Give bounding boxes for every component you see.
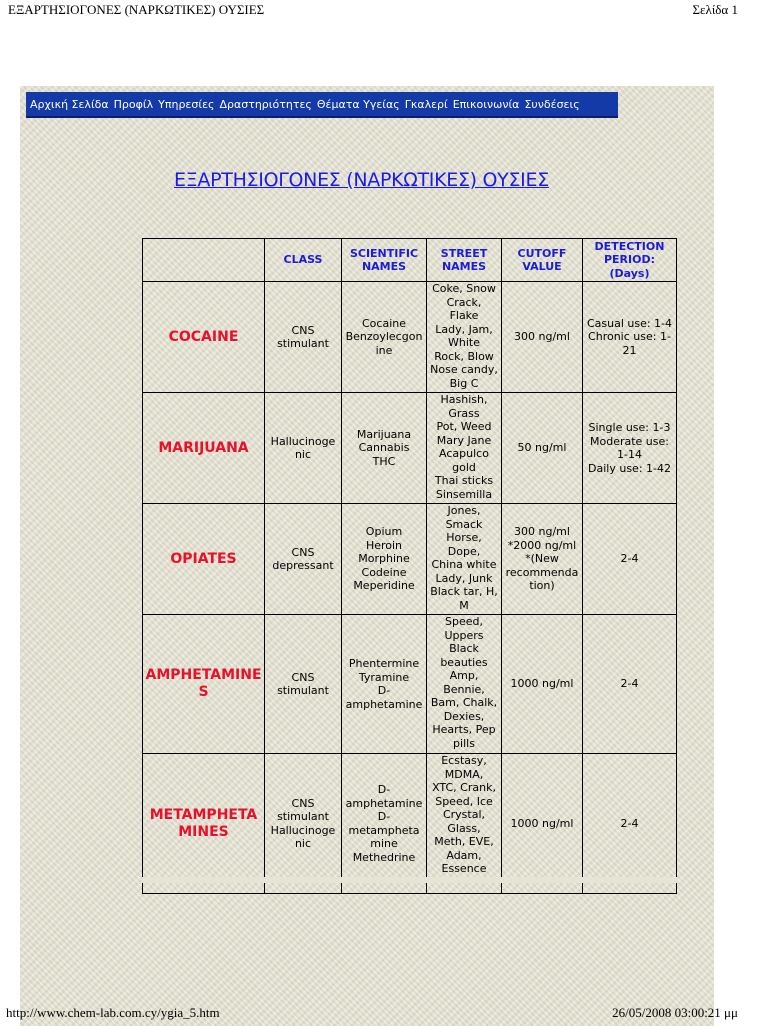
nav-item-health-topics[interactable]: Θέματα Υγείας [316,97,400,111]
table-row [143,754,677,894]
drug-name-cell: METAMPHETA MINES [143,754,265,894]
nav-item-contact[interactable]: Επικοινωνία [452,97,520,111]
detection-period-cell: Casual use: 1-4 Chronic use: 1- 21 [583,282,677,393]
class-cell: Hallucinoge nic [265,393,342,504]
table-row [143,393,677,504]
scientific-names-cell: Opium Heroin Morphine Codeine Meperidine [342,504,427,615]
class-cell: CNS depressant [265,504,342,615]
drug-name-cell: COCAINE [143,282,265,393]
street-names-cell: Speed, Uppers Black beauties Amp, Bennie, Bam, Chalk, Dexies, Hearts, Pep pills [427,615,502,754]
class-cell: CNS stimulant [265,282,342,393]
nav-item-gallery[interactable]: Γκαλερί [404,97,448,111]
scientific-names-cell: Phentermine Tyramine D- amphetamine [342,615,427,754]
scientific-names-cell: D- amphetamine D- metampheta mine Methedrine [342,754,427,894]
scientific-names-cell: Cocaine Benzoylecgon ine [342,282,427,393]
cutoff-value-cell: 300 ng/ml *2000 ng/ml *(New recommenda tion) [502,504,583,615]
print-header-page-number: Σελίδα 1 [692,2,738,17]
detection-period-cell: Single use: 1-3 Moderate use: 1-14 Daily use: 1-42 [583,393,677,504]
table-row [143,615,677,754]
class-cell: CNS stimulant Hallucinoge nic [265,754,342,894]
table-header-row [143,239,677,282]
header-cell-cutoff-value: CUTOFF VALUE [502,239,583,282]
nav-item-profile[interactable]: Προφίλ [113,97,154,111]
nav-item-links[interactable]: Συνδέσεις [524,97,580,111]
street-names-cell: Hashish, Grass Pot, Weed Mary Jane Acapulco gold Thai sticks Sinsemilla [427,393,502,504]
street-names-cell: Ecstasy, MDMA, XTC, Crank, Speed, Ice Crystal, Glass, Meth, EVE, Adam, Essence [427,754,502,894]
header-cell-class: CLASS [265,239,342,282]
print-footer [0,1004,768,1024]
header-cell-street-names: STREET NAMES [427,239,502,282]
drug-name-cell: MARIJUANA [143,393,265,504]
table-row [143,504,677,615]
cutoff-value-cell: 50 ng/ml [502,393,583,504]
print-footer-timestamp: 26/05/2008 03:00:21 μμ [612,1005,738,1020]
nav-item-home[interactable]: Αρχική Σελίδα [30,97,109,111]
header-cell-scientific-names: SCIENTIFIC NAMES [342,239,427,282]
print-header-title: ΕΞΑΡΤΗΣΙΟΓΟΝΕΣ (ΝΑΡΚΩΤΙΚΕΣ) ΟΥΣΙΕΣ [8,2,265,17]
header-cell-detection-period: DETECTION PERIOD: (Days) [583,239,677,282]
scientific-names-cell: Marijuana Cannabis THC [342,393,427,504]
street-names-cell: Coke, Snow Crack, Flake Lady, Jam, White Rock, Blow Nose candy, Big C [427,282,502,393]
drug-name-cell: AMPHETAMINE S [143,615,265,754]
nav-item-services[interactable]: Υπηρεσίες [158,97,215,111]
cutoff-value-cell: 1000 ng/ml [502,615,583,754]
detection-period-cell: 2-4 [583,754,677,894]
drugs-table [142,238,677,894]
detection-period-cell: 2-4 [583,504,677,615]
nav-item-activities[interactable]: Δραστηριότητες [219,97,312,111]
cutoff-value-cell: 300 ng/ml [502,282,583,393]
drug-name-cell: OPIATES [143,504,265,615]
table-page-cut [142,877,677,883]
street-names-cell: Jones, Smack Horse, Dope, China white Lady, Junk Black tar, H, M [427,504,502,615]
page-title-link[interactable]: ΕΞΑΡΤΗΣΙΟΓΟΝΕΣ (ΝΑΡΚΩΤΙΚΕΣ) ΟΥΣΙΕΣ [174,169,549,191]
print-header [0,0,768,22]
table-row [143,282,677,393]
header-cell-empty [143,239,265,282]
top-navigation-bar [26,92,618,118]
cutoff-value-cell: 1000 ng/ml [502,754,583,894]
class-cell: CNS stimulant [265,615,342,754]
detection-period-cell: 2-4 [583,615,677,754]
print-footer-url: http://www.chem-lab.com.cy/ygia_5.htm [6,1005,220,1020]
